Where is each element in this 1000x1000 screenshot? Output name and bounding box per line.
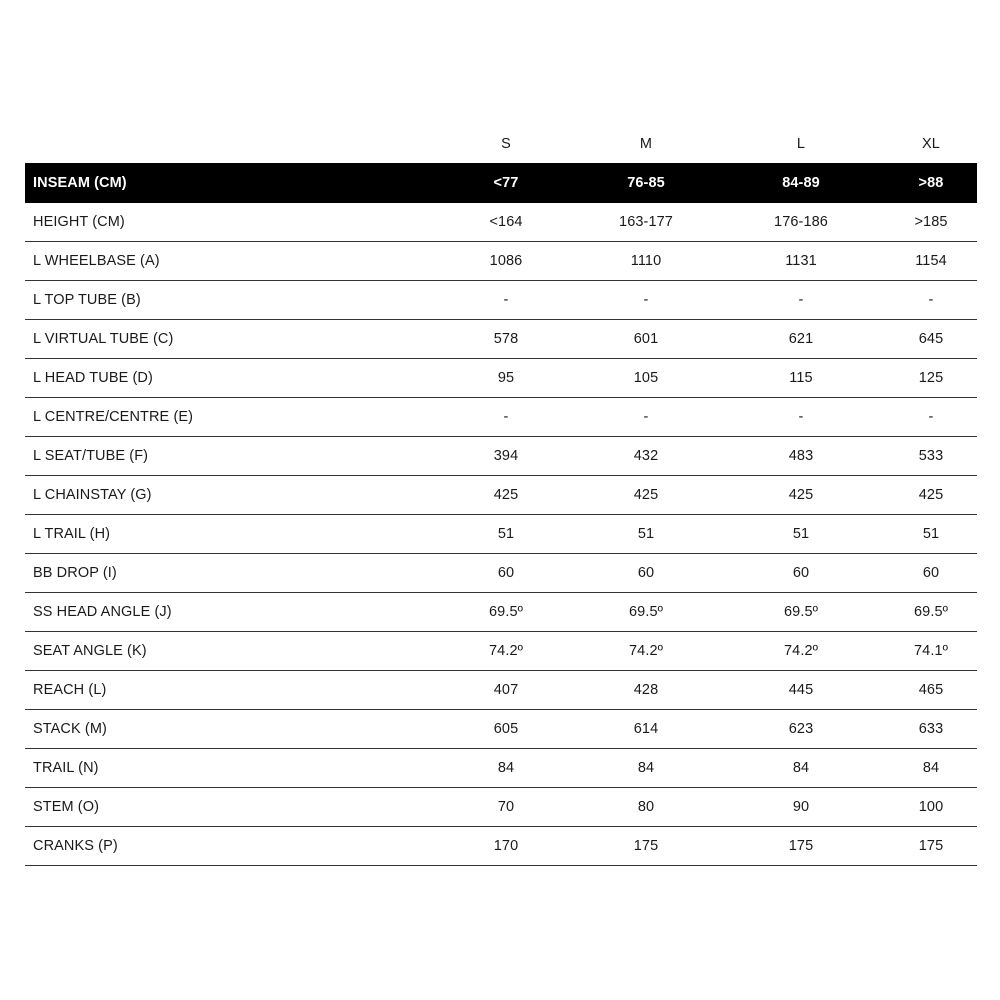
cell-s: 84: [437, 749, 575, 788]
row-label: SEAT ANGLE (K): [25, 632, 437, 671]
row-label: HEIGHT (CM): [25, 203, 437, 242]
cell-m: 76-85: [575, 163, 717, 203]
cell-xl: 84: [885, 749, 977, 788]
cell-s: -: [437, 281, 575, 320]
cell-l: 621: [717, 320, 885, 359]
cell-xl: 533: [885, 437, 977, 476]
cell-s: 407: [437, 671, 575, 710]
table-row: [25, 515, 977, 554]
cell-m: 432: [575, 437, 717, 476]
header-size-l: L: [796, 136, 806, 152]
cell-xl: 425: [885, 476, 977, 515]
cell-xl: >88: [885, 163, 977, 203]
cell-m: 74.2º: [575, 632, 717, 671]
cell-xl: >185: [885, 203, 977, 242]
cell-s: 578: [437, 320, 575, 359]
cell-s: 605: [437, 710, 575, 749]
cell-s: 70: [437, 788, 575, 827]
cell-s: 170: [437, 827, 575, 866]
cell-m: 69.5º: [575, 593, 717, 632]
cell-xl: 633: [885, 710, 977, 749]
table-row: [25, 242, 977, 281]
row-label: REACH (L): [25, 671, 437, 710]
cell-s: -: [437, 398, 575, 437]
cell-xl: 69.5º: [885, 593, 977, 632]
cell-l: 51: [717, 515, 885, 554]
cell-l: 623: [717, 710, 885, 749]
row-label: L TOP TUBE (B): [25, 281, 437, 320]
cell-m: 163-177: [575, 203, 717, 242]
cell-m: 614: [575, 710, 717, 749]
cell-l: 115: [717, 359, 885, 398]
table-row: [25, 632, 977, 671]
geometry-table-body: [25, 163, 977, 866]
cell-s: 74.2º: [437, 632, 575, 671]
row-label: BB DROP (I): [25, 554, 437, 593]
cell-s: 51: [437, 515, 575, 554]
cell-s: 95: [437, 359, 575, 398]
cell-m: 80: [575, 788, 717, 827]
cell-m: 51: [575, 515, 717, 554]
cell-xl: 60: [885, 554, 977, 593]
header-size-m: M: [639, 136, 653, 152]
cell-l: 84: [717, 749, 885, 788]
cell-xl: 100: [885, 788, 977, 827]
cell-l: 74.2º: [717, 632, 885, 671]
cell-m: 601: [575, 320, 717, 359]
cell-xl: -: [885, 281, 977, 320]
cell-l: -: [717, 398, 885, 437]
row-label: L VIRTUAL TUBE (C): [25, 320, 437, 359]
cell-s: 60: [437, 554, 575, 593]
row-label: TRAIL (N): [25, 749, 437, 788]
table-row: [25, 398, 977, 437]
row-label: STACK (M): [25, 710, 437, 749]
table-row: [25, 203, 977, 242]
cell-xl: 645: [885, 320, 977, 359]
table-row: [25, 281, 977, 320]
cell-xl: 51: [885, 515, 977, 554]
cell-l: 175: [717, 827, 885, 866]
geometry-table: [25, 125, 977, 866]
cell-xl: 125: [885, 359, 977, 398]
table-row: [25, 163, 977, 203]
row-label: L SEAT/TUBE (F): [25, 437, 437, 476]
row-label: L WHEELBASE (A): [25, 242, 437, 281]
table-row: [25, 437, 977, 476]
table-row: [25, 827, 977, 866]
row-label: L CHAINSTAY (G): [25, 476, 437, 515]
table-row: [25, 476, 977, 515]
cell-xl: -: [885, 398, 977, 437]
cell-l: -: [717, 281, 885, 320]
row-label: STEM (O): [25, 788, 437, 827]
row-label: L HEAD TUBE (D): [25, 359, 437, 398]
cell-l: 60: [717, 554, 885, 593]
cell-l: 176-186: [717, 203, 885, 242]
cell-s: <77: [437, 163, 575, 203]
cell-xl: 465: [885, 671, 977, 710]
table-row: [25, 710, 977, 749]
row-label: CRANKS (P): [25, 827, 437, 866]
cell-s: 425: [437, 476, 575, 515]
header-size-s: S: [501, 136, 511, 152]
cell-m: 60: [575, 554, 717, 593]
table-row: [25, 788, 977, 827]
cell-m: 428: [575, 671, 717, 710]
row-label: L TRAIL (H): [25, 515, 437, 554]
size-header-row: [25, 125, 977, 163]
row-label: INSEAM (CM): [25, 163, 437, 203]
cell-m: 425: [575, 476, 717, 515]
cell-xl: 175: [885, 827, 977, 866]
row-label: SS HEAD ANGLE (J): [25, 593, 437, 632]
cell-s: 69.5º: [437, 593, 575, 632]
cell-l: 90: [717, 788, 885, 827]
header-label-cell: [25, 125, 437, 163]
table-row: [25, 749, 977, 788]
table-row: [25, 320, 977, 359]
cell-l: 483: [717, 437, 885, 476]
row-label: L CENTRE/CENTRE (E): [25, 398, 437, 437]
cell-m: -: [575, 281, 717, 320]
table-row: [25, 359, 977, 398]
cell-l: 445: [717, 671, 885, 710]
table-row: [25, 593, 977, 632]
cell-s: 1086: [437, 242, 575, 281]
cell-l: 84-89: [717, 163, 885, 203]
cell-m: -: [575, 398, 717, 437]
cell-m: 1110: [575, 242, 717, 281]
cell-l: 1131: [717, 242, 885, 281]
header-size-xl: XL: [922, 136, 940, 152]
table-row: [25, 554, 977, 593]
cell-m: 84: [575, 749, 717, 788]
cell-m: 105: [575, 359, 717, 398]
cell-xl: 1154: [885, 242, 977, 281]
cell-s: 394: [437, 437, 575, 476]
cell-l: 69.5º: [717, 593, 885, 632]
cell-xl: 74.1º: [885, 632, 977, 671]
table-row: [25, 671, 977, 710]
cell-s: <164: [437, 203, 575, 242]
cell-m: 175: [575, 827, 717, 866]
cell-l: 425: [717, 476, 885, 515]
